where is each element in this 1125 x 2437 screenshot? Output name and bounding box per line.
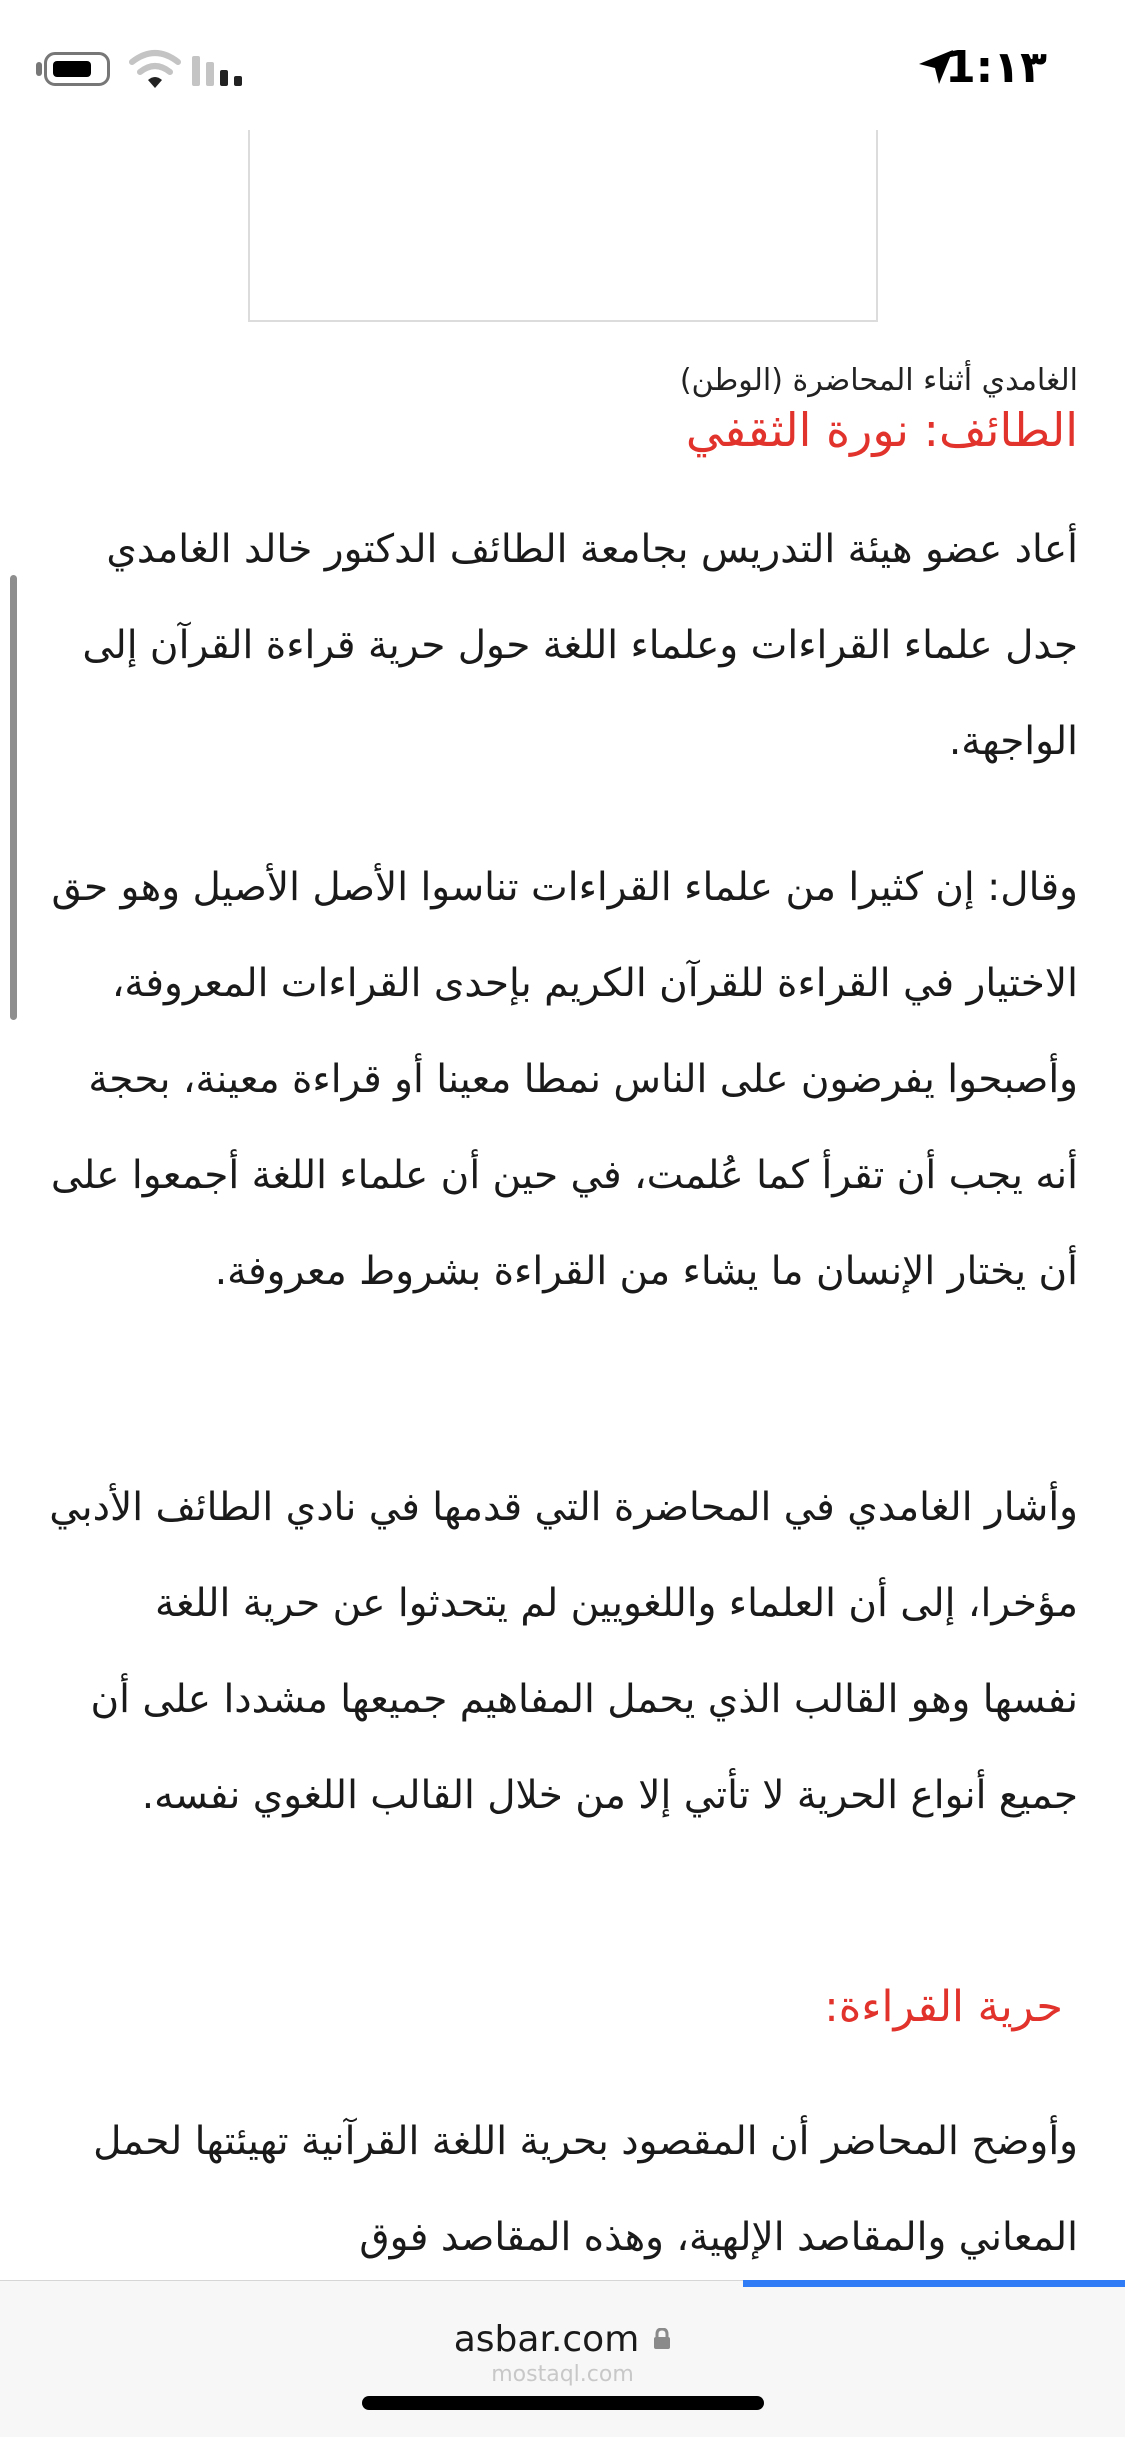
page-load-progress-fill — [743, 2280, 1125, 2287]
page-load-progress — [0, 2280, 1125, 2287]
article-paragraph: وأشار الغامدي في المحاضرة التي قدمها في نادي الطائف الأدبي مؤخرا، إلى أن العلماء واللغويين لم يتحدثوا عن حرية اللغة نفسها وهو القالب الذي يحمل المفاهيم جميعها مشددا على أن جميع أنواع الحرية لا تأتي إلا من خلال القالب اللغوي نفسه. — [48, 1460, 1078, 1844]
address-bar[interactable] — [0, 2316, 1125, 2364]
battery-cap — [36, 62, 42, 76]
watermark-text: mostaql.com — [0, 2360, 1125, 2390]
status-time: 1:١٣ — [945, 38, 1047, 98]
battery-icon — [44, 52, 110, 86]
article-paragraph: وقال: إن كثيرا من علماء القراءات تناسوا الأصل الأصيل وهو حق الاختيار في القراءة للقرآن الكريم بإحدى القراءات المعروفة، وأصبحوا يفرضون على الناس نمطا معينا أو قراءة معينة، بحجة أنه يجب أن تقرأ كما عُلمت، في حين أن علماء اللغة أجمعوا على أن يختار الإنسان ما يشاء من القراءة بشروط معروفة. — [48, 840, 1078, 1320]
battery-level — [53, 61, 91, 77]
article-author: الطائف: نورة الثقفي — [48, 398, 1078, 462]
url-text: asbar.com — [454, 2319, 640, 2360]
image-caption: الغامدي أثناء المحاضرة (الوطن) — [48, 360, 1078, 402]
article-paragraph: وأوضح المحاضر أن المقصود بحرية اللغة القرآنية تهيئتها لحمل المعاني والمقاصد الإلهية، وهذه المقاصد فوق — [48, 2094, 1078, 2286]
section-heading: حرية القراءة: — [824, 1975, 1063, 2039]
article-paragraph: أعاد عضو هيئة التدريس بجامعة الطائف الدكتور خالد الغامدي جدل علماء القراءات وعلماء اللغة حول حرية قراءة القرآن إلى الواجهة. — [48, 502, 1078, 790]
lock-icon — [653, 2328, 671, 2350]
home-indicator[interactable] — [362, 2396, 764, 2410]
scroll-indicator[interactable] — [10, 575, 17, 1020]
article-image[interactable] — [248, 130, 878, 322]
status-bar — [0, 0, 1125, 130]
signal-icon — [190, 52, 246, 86]
wifi-icon — [128, 48, 182, 90]
